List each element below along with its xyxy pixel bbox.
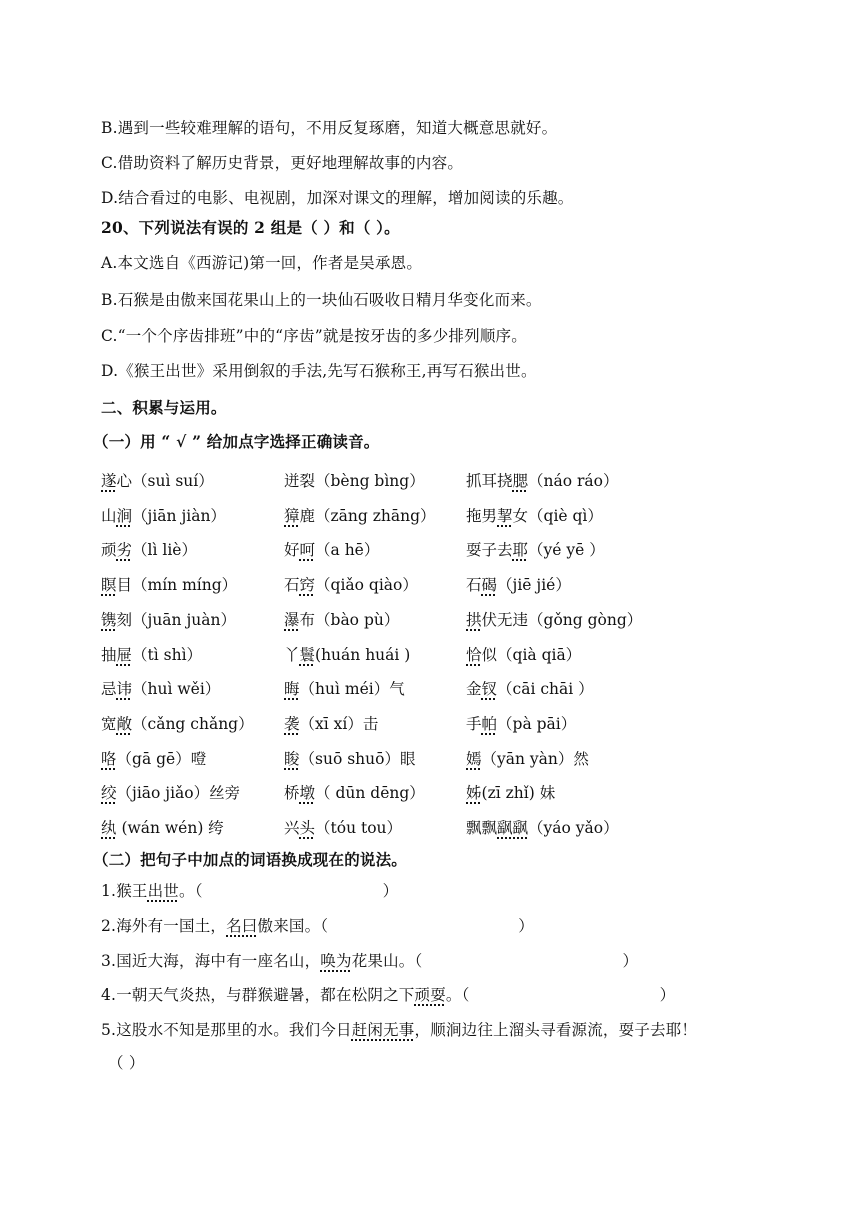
pinyin-choices: （tì shì） xyxy=(132,646,203,664)
word-text: 桥 xyxy=(284,784,300,802)
q20-option-d: D.《猴王出世》采用倒叙的手法,先写石猴称王,再写石猴出世。 xyxy=(101,362,537,380)
pinyin-item[interactable] xyxy=(101,504,226,526)
pinyin-item[interactable] xyxy=(284,747,415,769)
close-paren: ） xyxy=(622,952,639,970)
dotted-phrase: 顽耍 xyxy=(414,986,446,1004)
dotted-character: 瀑 xyxy=(284,611,300,629)
sentence-1 xyxy=(101,879,398,901)
word-text: 宽 xyxy=(101,715,117,733)
sentence-text: 1.猴王 xyxy=(101,882,148,900)
dotted-character: 姊 xyxy=(466,784,482,802)
pinyin-item[interactable] xyxy=(284,677,405,699)
pinyin-item[interactable] xyxy=(466,504,603,526)
pinyin-choices: 伏无违（gǒng gòng） xyxy=(481,611,643,629)
word-text: 飘飘 xyxy=(466,819,498,837)
q20-option-a: A.本文选自《西游记)第一回，作者是吴承恩。 xyxy=(101,254,423,272)
pinyin-choices: （náo ráo） xyxy=(528,472,619,490)
pinyin-choices: （jiē jié） xyxy=(497,576,571,594)
dotted-character: 镌 xyxy=(101,611,117,629)
dotted-character: 拱 xyxy=(466,611,482,629)
q20-option-b: B.石猴是由傲来国花果山上的一块仙石吸收日精月华变化而来。 xyxy=(101,291,542,309)
pinyin-item[interactable] xyxy=(466,538,605,560)
pinyin-item[interactable] xyxy=(101,608,236,630)
close-paren: ） xyxy=(659,986,676,1004)
sentence-text: 。（ xyxy=(445,986,470,1004)
pinyin-choices: (zī zhǐ) 妹 xyxy=(481,784,556,802)
pinyin-item[interactable] xyxy=(101,573,237,595)
pinyin-choices: 女（qiè qì） xyxy=(512,507,603,525)
word-text: 山 xyxy=(101,507,117,525)
q19-option-c: C.借助资料了解历史背景，更好地理解故事的内容。 xyxy=(101,154,464,172)
sentence-text: 4.一朝天气炎热，与群猴避暑，都在松阴之下 xyxy=(101,986,415,1004)
dotted-character: 涧 xyxy=(116,507,133,525)
part2-title: （二）把句子中加点的词语换成现在的说法。 xyxy=(93,850,408,869)
sentence-text: ，顺涧边往上溜头寻看源流，耍子去耶！ xyxy=(414,1021,698,1039)
pinyin-item[interactable] xyxy=(284,504,436,526)
sentence-2 xyxy=(101,914,534,936)
dotted-character: 屉 xyxy=(116,646,133,664)
sentence-text: 2.海外有一国土， xyxy=(101,917,227,935)
word-text: 抓耳挠 xyxy=(466,472,513,490)
pinyin-item[interactable] xyxy=(466,816,619,838)
pinyin-choices: （ dūn dēng） xyxy=(315,784,425,802)
dotted-character: 袭 xyxy=(284,715,300,733)
dotted-character: 獐 xyxy=(284,507,300,525)
pinyin-item[interactable] xyxy=(466,469,619,491)
q19-option-b: B.遇到一些较难理解的语句，不用反复琢磨，知道大概意思就好。 xyxy=(101,119,558,137)
word-text: 忌 xyxy=(101,680,117,698)
dotted-phrase: 唤为 xyxy=(320,952,352,970)
pinyin-item[interactable] xyxy=(284,816,402,838)
word-text: 金 xyxy=(466,680,482,698)
pinyin-item[interactable] xyxy=(284,608,399,630)
pinyin-choices: （yáo yǎo） xyxy=(528,819,619,837)
pinyin-item[interactable] xyxy=(284,781,425,803)
q20-option-c: C.“一个个序齿排班”中的“序齿”就是按牙齿的多少排列顺序。 xyxy=(101,327,527,345)
pinyin-choices: （lì liè） xyxy=(132,541,197,559)
section-title: 二、积累与运用。 xyxy=(101,398,227,417)
word-text: 石 xyxy=(284,576,300,594)
dotted-character: 钗 xyxy=(481,680,498,698)
pinyin-choices: （pà pāi） xyxy=(497,715,577,733)
pinyin-choices: （cāi chāi ） xyxy=(497,680,594,698)
dotted-character: 遂 xyxy=(101,472,117,490)
dotted-character: 帕 xyxy=(481,715,498,733)
pinyin-item[interactable] xyxy=(101,747,206,769)
pinyin-item[interactable] xyxy=(466,643,581,665)
dotted-character: 鬟 xyxy=(299,646,316,664)
sentence-text: 花果山。（ xyxy=(351,952,423,970)
word-text: 抽 xyxy=(101,646,117,664)
pinyin-choices: （tóu tou） xyxy=(315,819,403,837)
pinyin-choices: （jiāo jiǎo）丝旁 xyxy=(116,784,241,802)
sentence-5 xyxy=(101,1018,697,1040)
sentence-text: 。（ xyxy=(179,882,203,900)
pinyin-item[interactable] xyxy=(284,573,418,595)
pinyin-item[interactable] xyxy=(284,712,378,734)
sentence-5-blank[interactable]: （ ） xyxy=(108,1054,145,1072)
dotted-character: 窍 xyxy=(299,576,316,594)
pinyin-choices: 刻（juān juàn） xyxy=(116,611,236,629)
pinyin-item[interactable] xyxy=(466,747,589,769)
pinyin-choices: (wán wén) 绔 xyxy=(116,819,224,837)
pinyin-choices: 目（mín míng） xyxy=(116,576,238,594)
dotted-character: 挈 xyxy=(497,507,513,525)
pinyin-choices: （jiān jiàn） xyxy=(132,507,226,525)
pinyin-choices: （gā gē）噔 xyxy=(116,750,207,768)
pinyin-item[interactable] xyxy=(101,469,214,491)
pinyin-item[interactable] xyxy=(466,677,594,699)
pinyin-item[interactable] xyxy=(466,608,642,630)
dotted-phrase: 名曰 xyxy=(226,917,258,935)
word-text: 石 xyxy=(466,576,482,594)
dotted-character: 睃 xyxy=(284,750,300,768)
pinyin-choices: （yé yē ） xyxy=(528,541,605,559)
pinyin-item[interactable] xyxy=(466,573,571,595)
pinyin-choices: 鹿（zāng zhāng） xyxy=(299,507,436,525)
pinyin-choices: 似（qià qiā） xyxy=(481,646,582,664)
pinyin-choices: 心（suì suí） xyxy=(116,472,214,490)
word-text: 顽 xyxy=(101,541,117,559)
pinyin-item[interactable] xyxy=(101,816,224,838)
word-text: 兴 xyxy=(284,819,300,837)
dotted-character: 墩 xyxy=(299,784,316,802)
dotted-character: 飖飖 xyxy=(497,819,529,837)
pinyin-choices: （qiǎo qiào） xyxy=(315,576,418,594)
pinyin-item[interactable] xyxy=(101,538,197,560)
q19-option-d: D.结合看过的电影、电视剧，加深对课文的理解，增加阅读的乐趣。 xyxy=(101,189,574,207)
pinyin-choices: （a hē） xyxy=(315,541,380,559)
dotted-character: 嫣 xyxy=(466,750,482,768)
pinyin-item[interactable] xyxy=(101,712,254,734)
dotted-character: 碣 xyxy=(481,576,498,594)
sentence-text: 3.国近大海，海中有一座名山， xyxy=(101,952,321,970)
pinyin-choices: （cǎng chǎng） xyxy=(132,715,254,733)
dotted-character: 耶 xyxy=(512,541,529,559)
pinyin-choices: （xī xí）击 xyxy=(299,715,379,733)
sentence-text: 傲来国。（ xyxy=(257,917,329,935)
pinyin-item[interactable] xyxy=(101,643,202,665)
dotted-character: 咯 xyxy=(101,750,117,768)
pinyin-choices: (huán huái ) xyxy=(315,646,411,664)
pinyin-item[interactable] xyxy=(284,643,410,665)
dotted-character: 瞑 xyxy=(101,576,117,594)
pinyin-item[interactable] xyxy=(466,781,555,803)
close-paren: ） xyxy=(518,917,534,935)
word-text: 耍子去 xyxy=(466,541,513,559)
dotted-character: 腮 xyxy=(512,472,529,490)
word-text: 拖男 xyxy=(466,507,498,525)
dotted-character: 劣 xyxy=(116,541,133,559)
dotted-character: 恰 xyxy=(466,646,482,664)
pinyin-choices: （huì wěi） xyxy=(132,680,221,698)
word-text: 手 xyxy=(466,715,482,733)
pinyin-choices: 布（bào pù） xyxy=(299,611,400,629)
sentence-3 xyxy=(101,949,638,971)
word-text: 迸裂（bèng bìng） xyxy=(284,472,425,490)
sentence-4 xyxy=(101,983,675,1005)
dotted-character: 呵 xyxy=(299,541,316,559)
part1-title: （一）用 “ √ ” 给加点字选择正确读音。 xyxy=(93,432,380,451)
q20-stem: 20、下列说法有误的 2 组是（ ）和（ ）。 xyxy=(101,218,400,237)
pinyin-item[interactable] xyxy=(284,469,425,491)
dotted-character: 纨 xyxy=(101,819,117,837)
pinyin-choices: （suō shuō）眼 xyxy=(299,750,416,768)
dotted-character: 晦 xyxy=(284,680,300,698)
word-text: 丫 xyxy=(284,646,300,664)
pinyin-choices: （yān yàn）然 xyxy=(481,750,589,768)
sentence-text: 5.这股水不知是那里的水。我们今日 xyxy=(101,1021,352,1039)
dotted-phrase: 赶闲无事 xyxy=(351,1021,415,1039)
pinyin-item[interactable] xyxy=(466,712,576,734)
close-paren: ） xyxy=(382,882,399,900)
pinyin-choices: （huì méi）气 xyxy=(299,680,405,698)
dotted-character: 讳 xyxy=(116,680,133,698)
word-text: 好 xyxy=(284,541,300,559)
dotted-phrase: 出世 xyxy=(147,882,179,900)
pinyin-item[interactable] xyxy=(284,538,379,560)
dotted-character: 头 xyxy=(299,819,316,837)
pinyin-item[interactable] xyxy=(101,781,240,803)
dotted-character: 绞 xyxy=(101,784,117,802)
dotted-character: 敞 xyxy=(116,715,133,733)
pinyin-item[interactable] xyxy=(101,677,220,699)
